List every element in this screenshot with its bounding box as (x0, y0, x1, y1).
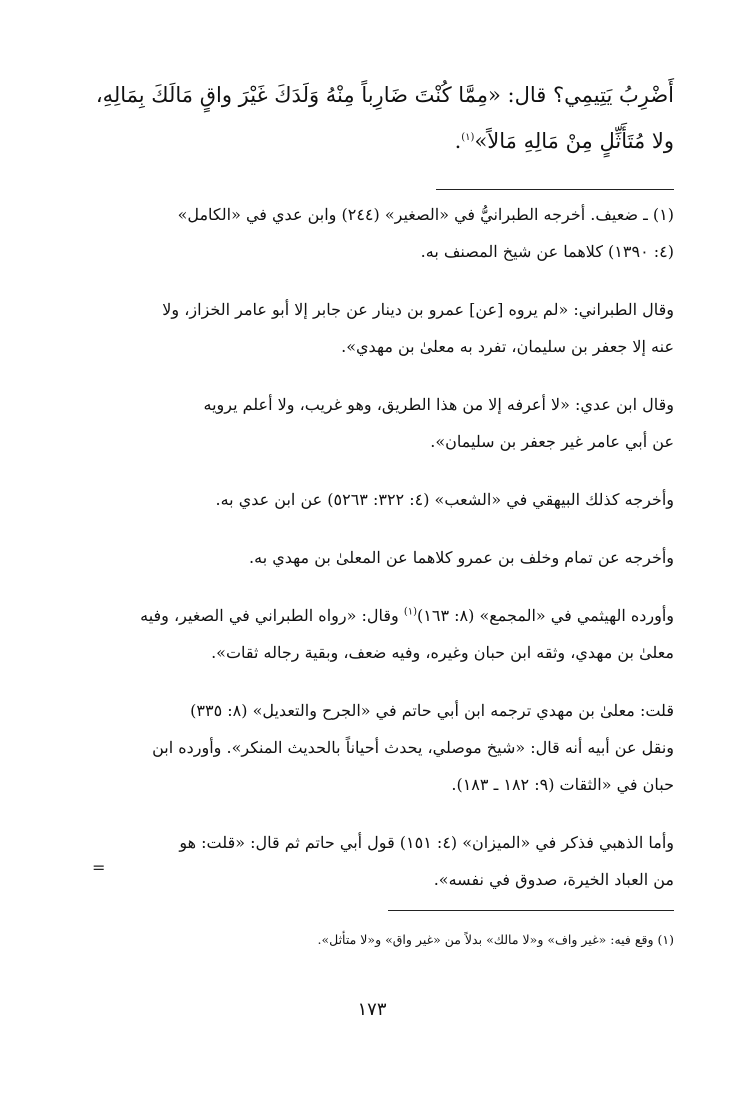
footnote-line: من العباد الخيرة، صدوق في نفسه». (433, 870, 674, 889)
footnote-line: (٤: ١٣٩٠) كلاهما عن شيخ المصنف به. (420, 242, 674, 261)
nested-footnote-ref-marker[interactable]: (١) (403, 606, 417, 618)
footnote-paragraph-5 (74, 539, 674, 576)
footnote-line: عن أبي عامر غير جعفر بن سليمان». (430, 432, 674, 451)
continuation-mark: = (92, 858, 106, 877)
footnote-line-body: وقال: «رواه الطبراني في الصغير، وفيه (140, 606, 404, 625)
footnotes-section (74, 196, 674, 919)
footnote-paragraph-7 (74, 692, 674, 803)
main-text (74, 72, 674, 164)
footnote-line: قلت: معلىٰ بن مهدي ترجمه ابن أبي حاتم في «الجرح والتعديل» (٨: ٣٣٥) (190, 701, 674, 720)
main-text-line-2 (74, 118, 674, 164)
sub-footnote: (١) وقع فيه: «غير واف» و«لا مالك» بدلاً من «غير واق» و«لا متأثل». (317, 932, 674, 947)
page-number: ١٧٣ (357, 999, 387, 1020)
footnote-line: ونقل عن أبيه أنه قال: «شيخ موصلي، يحدث أحياناً بالحديث المنكر». وأورده ابن (152, 738, 674, 757)
footnote-line: وقال الطبراني: «لم يروه [عن] عمرو بن دينار عن جابر إلا أبو عامر الخزاز، ولا (162, 300, 674, 319)
footnote-line: معلىٰ بن مهدي، وثقه ابن حبان وغيره، وفيه ضعف، وبقية رجاله ثقات». (211, 643, 674, 662)
footnote-line (74, 597, 674, 634)
footnote-line: (١) ـ ضعيف. أخرجه الطبرانيُّ في «الصغير» (٢٤٤) وابن عدي في «الكامل» (177, 205, 674, 224)
footnote-paragraph-6 (74, 597, 674, 671)
main-text-line-2-body: ولا مُتَأَثِّلٍ مِنْ مَالِهِ مَالاً» (474, 129, 674, 153)
footnote-paragraph-2 (74, 291, 674, 365)
footnote-line: وقال ابن عدي: «لا أعرفه إلا من هذا الطريق، وهو غريب، ولا أعلم يرويه (203, 395, 674, 414)
footnote-paragraph-1 (74, 196, 674, 270)
footnote-line: وأخرجه كذلك البيهقي في «الشعب» (٤: ٣٢٢: ٥٢٦٣) عن ابن عدي به. (215, 490, 674, 509)
footnote-paragraph-3 (74, 386, 674, 460)
footnote-ref-marker[interactable]: (١) (461, 132, 475, 143)
footnote-line: عنه إلا جعفر بن سليمان، تفرد به معلىٰ بن مهدي». (341, 337, 674, 356)
footnote-line: وأخرجه عن تمام وخلف بن عمرو كلاهما عن المعلىٰ بن مهدي به. (249, 548, 674, 567)
footnote-line: وأما الذهبي فذكر في «الميزان» (٤: ١٥١) قول أبي حاتم ثم قال: «قلت: هو (179, 833, 674, 852)
footnote-separator-rule (436, 189, 674, 190)
footnote-paragraph-4 (74, 481, 674, 518)
footnote-line-body: وأورده الهيثمي في «المجمع» (٨: ١٦٣) (417, 606, 674, 625)
main-text-line-1: أَضْرِبُ يَتِيمِي؟ قال: «مِمَّا كُنْتَ ضَارِباً مِنْهُ وَلَدَكَ غَيْرَ واقٍ مَالَكَ بِمَالِهِ، (95, 83, 674, 107)
footnote-line: حبان في «الثقات (٩: ١٨٢ ـ ١٨٣). (451, 775, 674, 794)
main-text-line-2-end: . (454, 129, 462, 153)
sub-footnote-separator-rule (388, 910, 674, 911)
footnote-paragraph-8 (74, 824, 674, 898)
